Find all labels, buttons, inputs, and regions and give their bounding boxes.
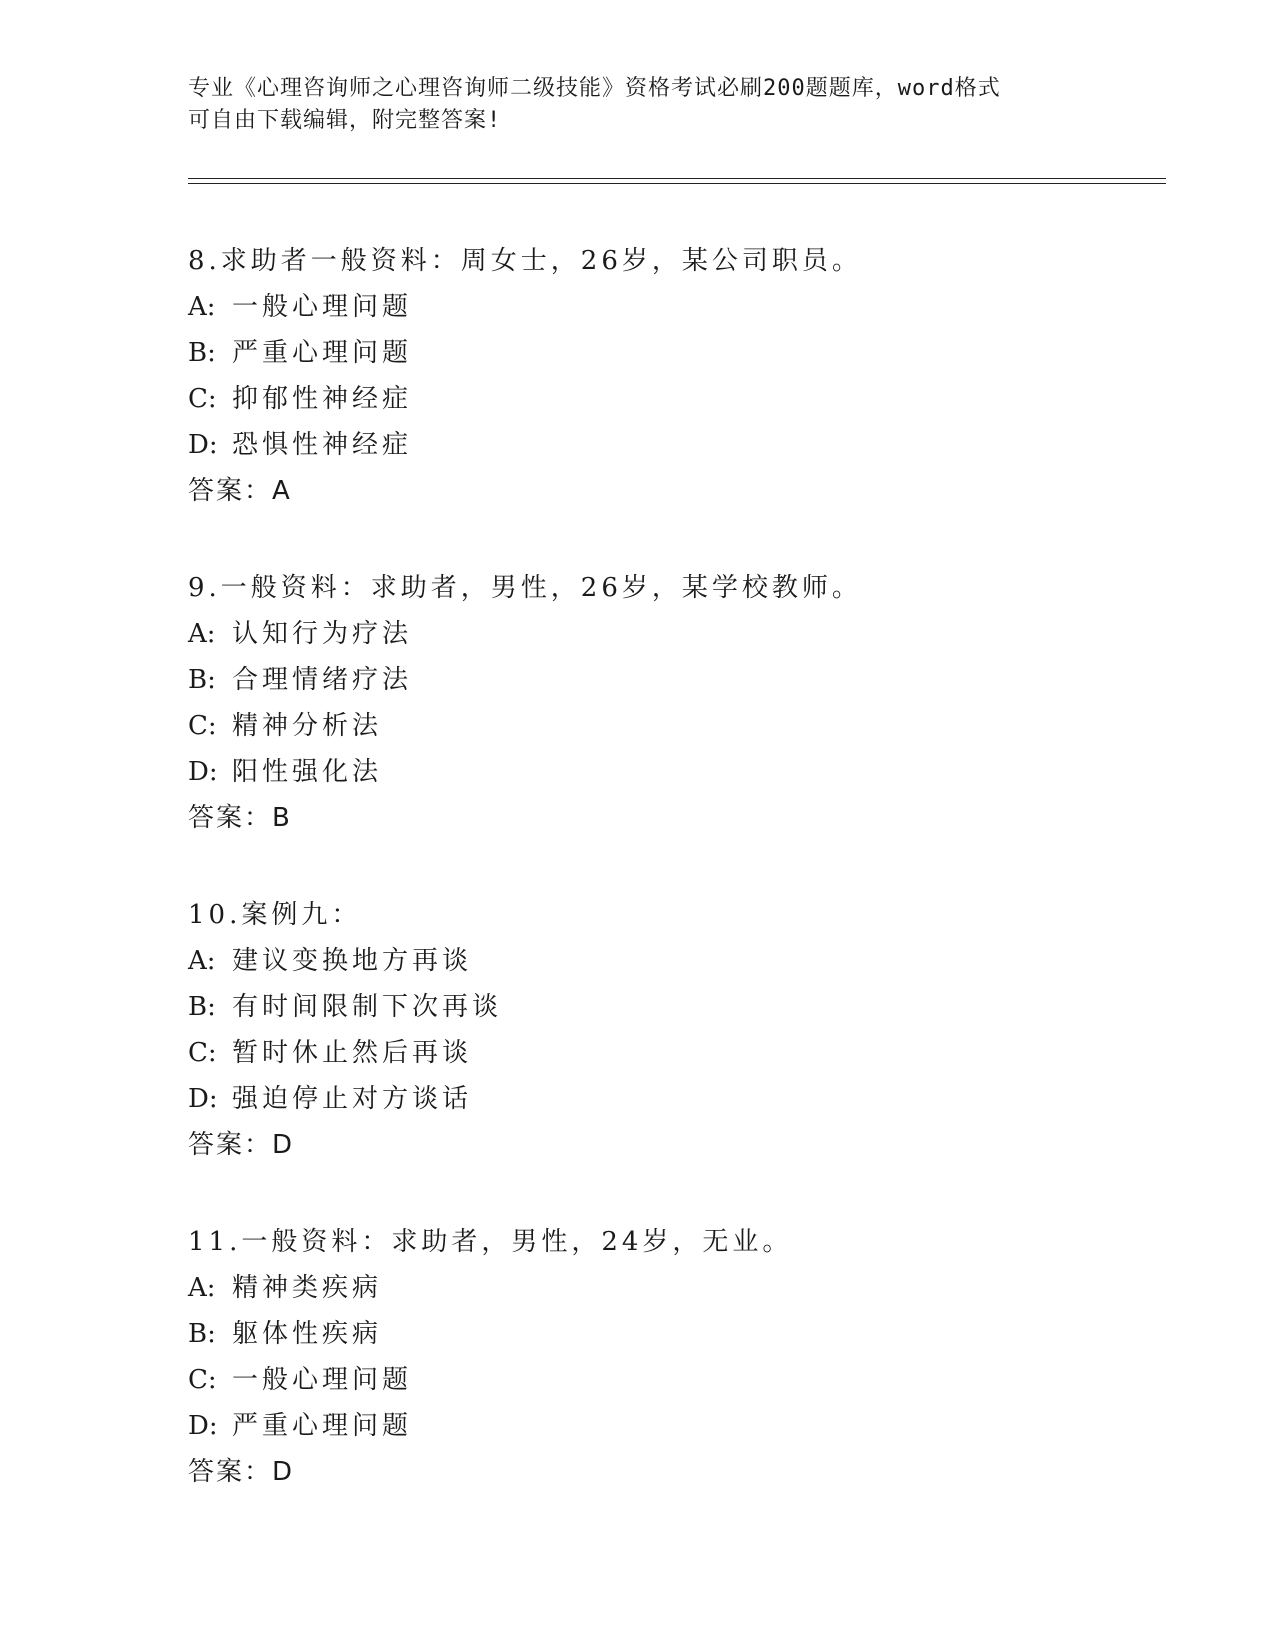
option-d — [188, 749, 1168, 795]
option-b — [188, 657, 1168, 703]
option-text: 建议变换地方再谈 — [232, 946, 473, 976]
option-letter: C: — [188, 1038, 217, 1068]
answer-label: 答案：A — [188, 476, 292, 506]
option-text: 合理情绪疗法 — [232, 665, 413, 695]
option-text: 恐惧性神经症 — [232, 430, 413, 460]
option-letter: A: — [188, 292, 216, 322]
question-10 — [188, 892, 1168, 1168]
option-text: 阳性强化法 — [232, 757, 383, 787]
option-letter: C: — [188, 711, 217, 741]
option-letter: B: — [188, 665, 216, 695]
option-c — [188, 376, 1168, 422]
header-divider-top — [188, 178, 1166, 179]
option-b — [188, 1311, 1168, 1357]
option-a — [188, 1265, 1168, 1311]
header-divider-bottom — [188, 183, 1166, 184]
option-c — [188, 1030, 1168, 1076]
answer-label: 答案：D — [188, 1130, 295, 1160]
option-text: 精神类疾病 — [232, 1273, 383, 1303]
option-a — [188, 611, 1168, 657]
option-d — [188, 1403, 1168, 1449]
answer-label: 答案：B — [188, 803, 292, 833]
option-letter: C: — [188, 384, 217, 414]
option-letter: D: — [188, 1084, 218, 1114]
answer-label: 答案：D — [188, 1457, 295, 1487]
option-a — [188, 284, 1168, 330]
question-list — [188, 238, 1168, 1495]
option-letter: B: — [188, 1319, 216, 1349]
question-stem: 10.案例九： — [188, 900, 362, 930]
question-11 — [188, 1219, 1168, 1495]
document-header — [188, 73, 1088, 137]
option-letter: B: — [188, 338, 216, 368]
option-letter: D: — [188, 430, 218, 460]
option-text: 暂时休止然后再谈 — [232, 1038, 473, 1068]
option-text: 躯体性疾病 — [232, 1319, 383, 1349]
question-stem: 11.一般资料：求助者，男性，24岁，无业。 — [188, 1227, 793, 1257]
option-text: 精神分析法 — [232, 711, 383, 741]
header-line-1: 专业《心理咨询师之心理咨询师二级技能》资格考试必刷200题题库，word格式 — [188, 76, 1001, 101]
option-d — [188, 422, 1168, 468]
option-text: 抑郁性神经症 — [232, 384, 413, 414]
option-text: 强迫停止对方谈话 — [232, 1084, 473, 1114]
question-stem: 9.一般资料：求助者，男性，26岁，某学校教师。 — [188, 573, 862, 603]
option-letter: B: — [188, 992, 216, 1022]
option-letter: C: — [188, 1365, 217, 1395]
option-text: 一般心理问题 — [232, 1365, 413, 1395]
option-text: 有时间限制下次再谈 — [232, 992, 503, 1022]
option-a — [188, 938, 1168, 984]
option-letter: A: — [188, 946, 216, 976]
option-text: 认知行为疗法 — [232, 619, 413, 649]
option-letter: A: — [188, 619, 216, 649]
option-text: 严重心理问题 — [232, 338, 413, 368]
option-text: 严重心理问题 — [232, 1411, 413, 1441]
question-stem: 8.求助者一般资料：周女士，26岁，某公司职员。 — [188, 246, 862, 276]
option-letter: D: — [188, 757, 218, 787]
option-c — [188, 1357, 1168, 1403]
option-letter: A: — [188, 1273, 216, 1303]
header-line-2: 可自由下载编辑，附完整答案! — [188, 108, 502, 133]
option-c — [188, 703, 1168, 749]
option-letter: D: — [188, 1411, 218, 1441]
option-b — [188, 984, 1168, 1030]
option-b — [188, 330, 1168, 376]
option-text: 一般心理问题 — [232, 292, 413, 322]
question-8 — [188, 238, 1168, 514]
option-d — [188, 1076, 1168, 1122]
question-9 — [188, 565, 1168, 841]
